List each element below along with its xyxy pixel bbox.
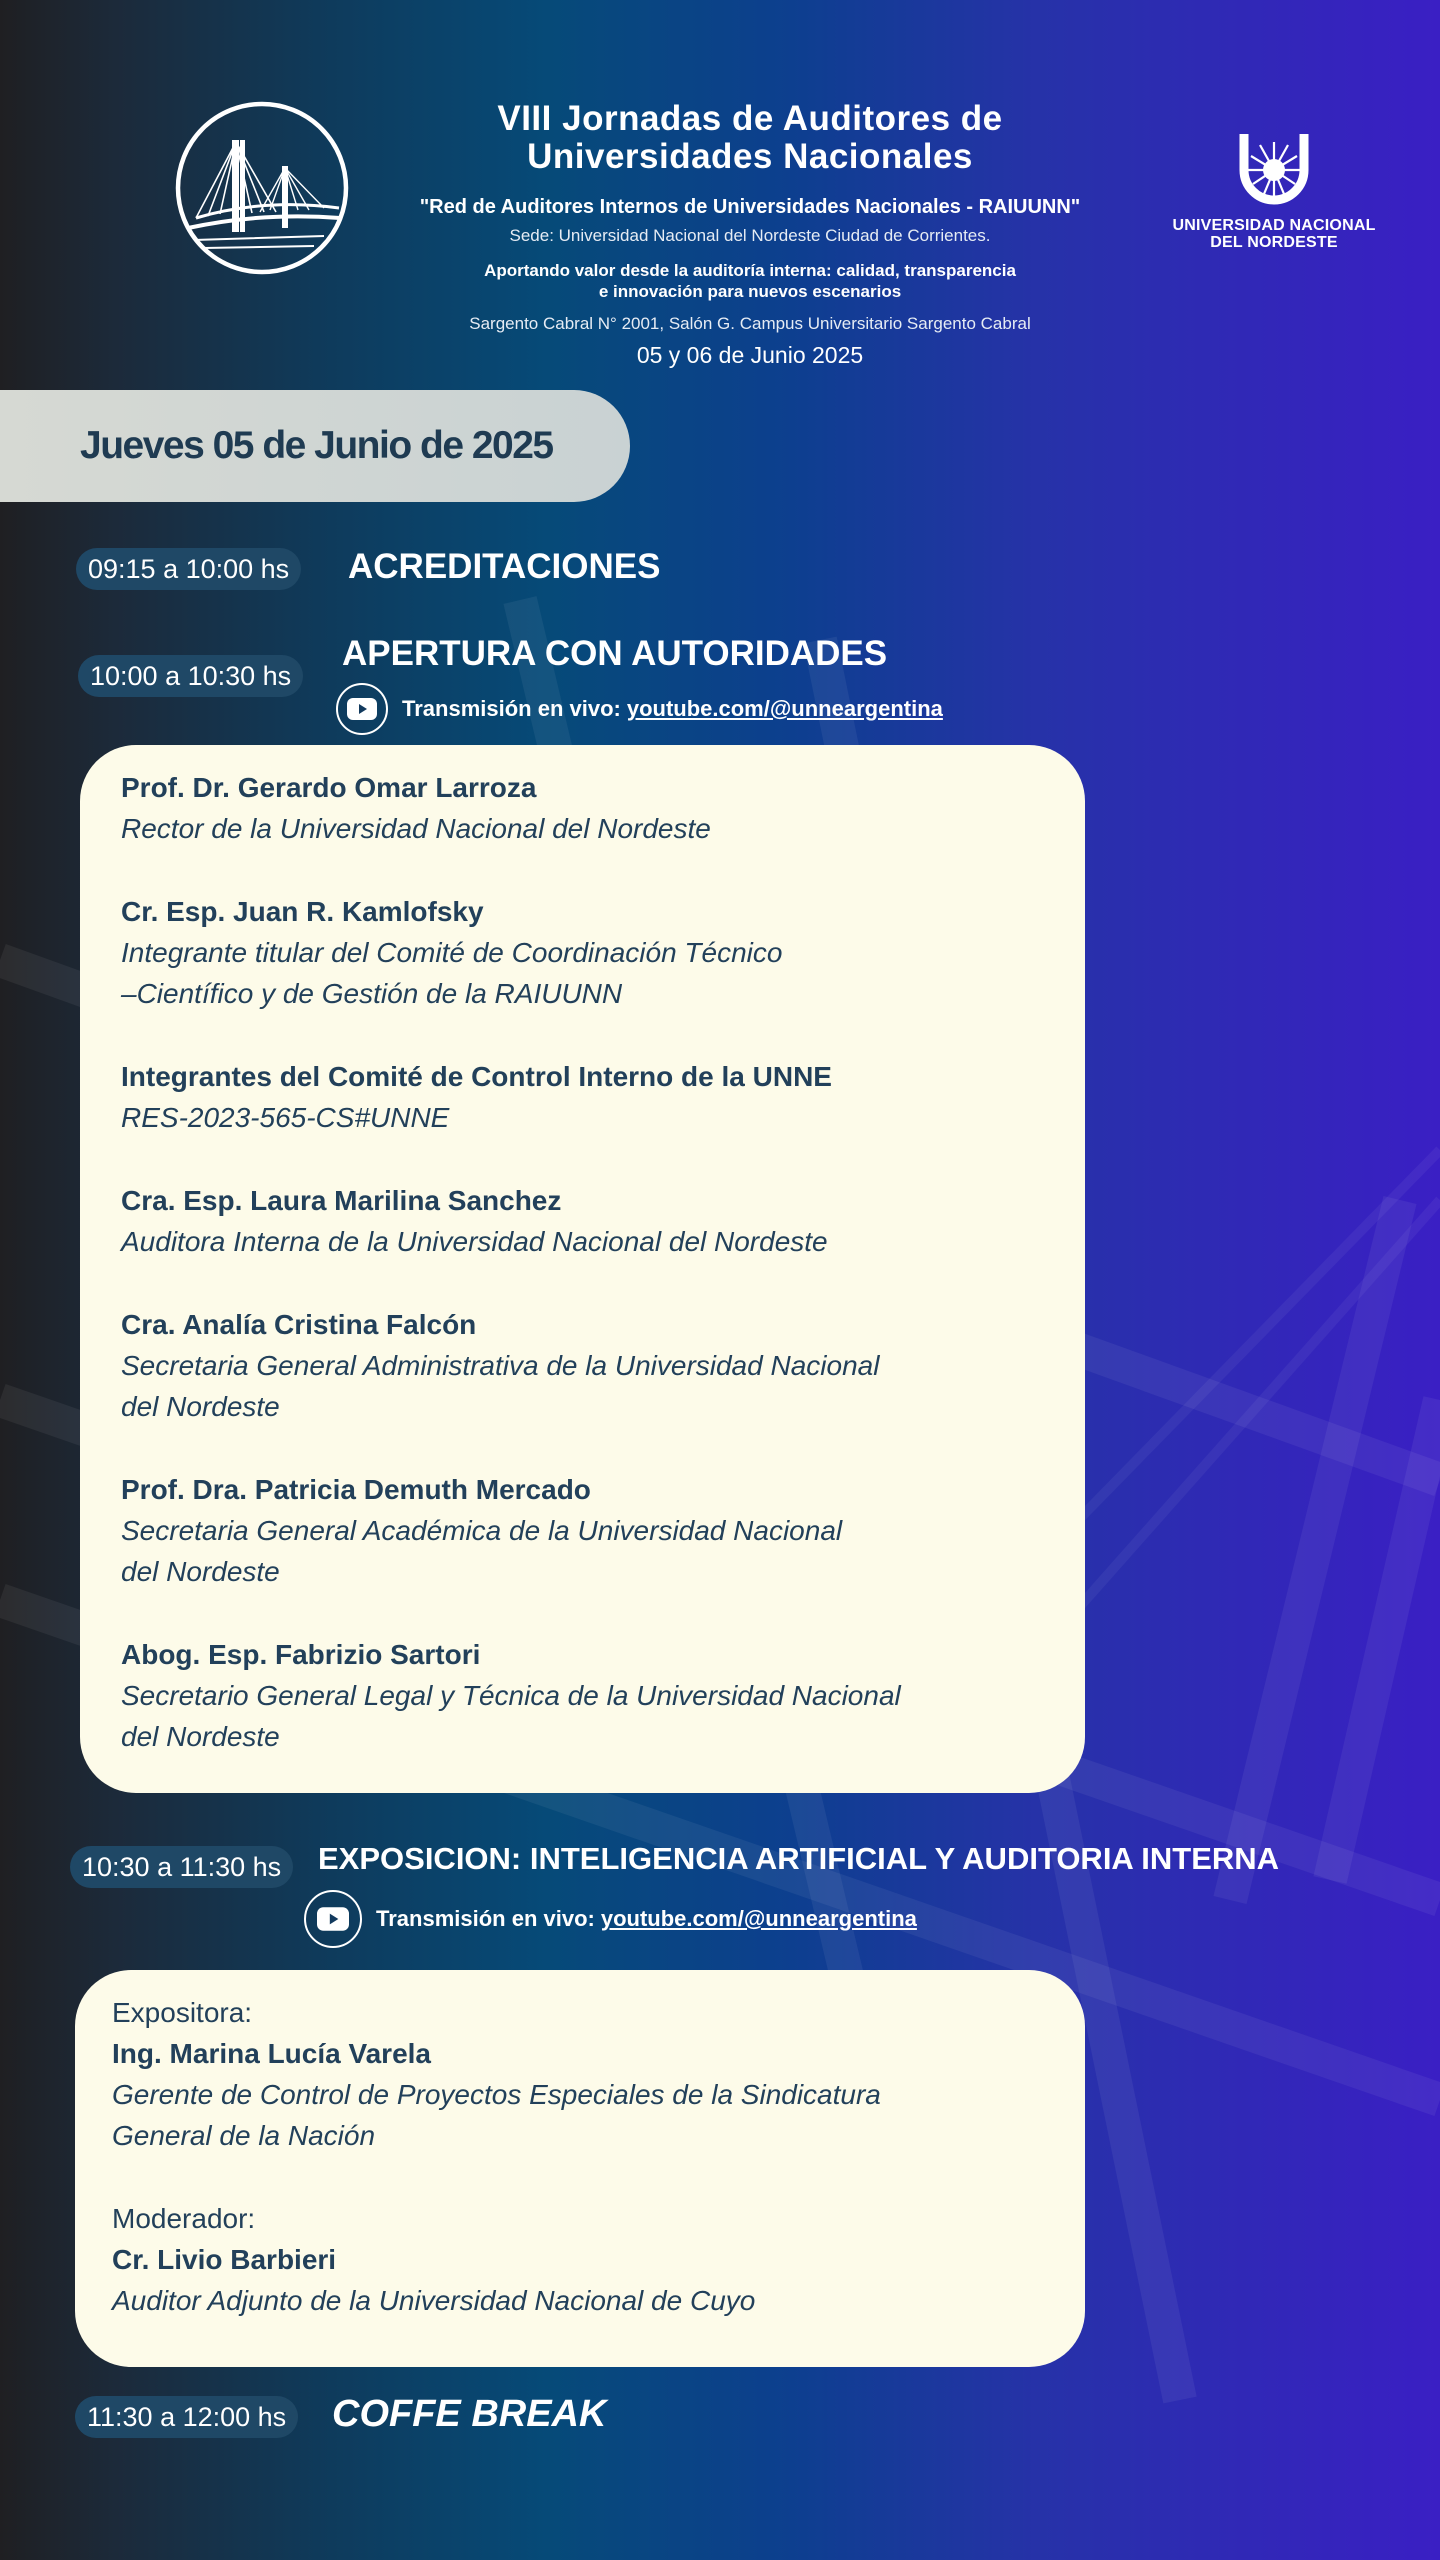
speaker-name: Abog. Esp. Fabrizio Sartori <box>121 1639 481 1670</box>
youtube-link[interactable]: youtube.com/@unneargentina <box>626 696 943 721</box>
unne-logo-line2: DEL NORDESTE <box>1210 234 1338 251</box>
speaker-name: Cra. Esp. Laura Marilina Sanchez <box>121 1185 562 1216</box>
sede-text: Sede: Universidad Nacional del Nordeste Ciudad de Corrientes. <box>509 226 991 245</box>
bridge-icon <box>174 100 350 276</box>
stream-info-apertura <box>336 683 943 735</box>
speaker-entry <box>121 1180 1045 1262</box>
expositora-role: General de la Nación <box>112 2120 376 2151</box>
expositora-label: Expositora: <box>112 1997 253 2028</box>
unne-logo <box>1170 130 1378 251</box>
speaker-name: Integrantes del Comité de Control Interno de la UNNE <box>121 1061 832 1092</box>
time-pill-exposicion: 10:30 a 11:30 hs <box>70 1846 293 1888</box>
youtube-icon <box>336 683 388 735</box>
speaker-role: Auditora Interna de la Universidad Nacional del Nordeste <box>121 1226 828 1257</box>
time-pill-apertura: 10:00 a 10:30 hs <box>78 655 303 697</box>
speaker-role: RES-2023-565-CS#UNNE <box>121 1102 450 1133</box>
speaker-name: Cra. Analía Cristina Falcón <box>121 1309 477 1340</box>
speaker-role: del Nordeste <box>121 1721 280 1752</box>
moderador-role: Auditor Adjunto de la Universidad Nacional de Cuyo <box>112 2285 756 2316</box>
speaker-entry <box>121 1304 1045 1427</box>
speaker-role: Rector de la Universidad Nacional del Nordeste <box>121 813 711 844</box>
exposicion-speakers-card <box>75 1970 1085 2367</box>
time-pill-coffee: 11:30 a 12:00 hs <box>75 2396 298 2438</box>
speaker-entry <box>121 891 1045 1014</box>
speaker-role: del Nordeste <box>121 1556 280 1587</box>
speaker-role: del Nordeste <box>121 1391 280 1422</box>
speaker-entry <box>121 1469 1045 1592</box>
stream-label: Transmisión en vivo: <box>402 696 621 721</box>
session-title-acreditaciones: ACREDITACIONES <box>348 547 661 586</box>
expositora-name: Ing. Marina Lucía Varela <box>112 2038 432 2069</box>
time-pill-acreditaciones: 09:15 a 10:00 hs <box>76 548 301 590</box>
address: Sargento Cabral N° 2001, Salón G. Campus Universitario Sargento Cabral <box>469 314 1031 333</box>
speaker-entry <box>121 1056 1045 1138</box>
moderador-label: Moderador: <box>112 2203 256 2234</box>
unne-logo-line1: UNIVERSIDAD NACIONAL <box>1172 217 1376 234</box>
session-title-coffee: COFFE BREAK <box>332 2393 607 2435</box>
stream-info-exposicion <box>304 1890 917 1948</box>
stream-label: Transmisión en vivo: <box>376 1906 595 1931</box>
youtube-link[interactable]: youtube.com/@unneargentina <box>600 1906 917 1931</box>
session-title-apertura: APERTURA CON AUTORIDADES <box>342 634 888 673</box>
day-banner: Jueves 05 de Junio de 2025 <box>0 390 630 502</box>
speaker-name: Prof. Dr. Gerardo Omar Larroza <box>121 772 537 803</box>
youtube-icon <box>304 1890 362 1948</box>
speaker-name: Prof. Dra. Patricia Demuth Mercado <box>121 1474 591 1505</box>
bridge-logo <box>174 100 350 276</box>
speaker-role: –Científico y de Gestión de la RAIUUNN <box>121 978 623 1009</box>
event-title: VIII Jornadas de Auditores de Universidades Nacionales <box>497 99 1003 176</box>
speaker-role: Integrante titular del Comité de Coordinación Técnico <box>121 937 783 968</box>
speaker-name: Cr. Esp. Juan R. Kamlofsky <box>121 896 484 927</box>
speaker-role: Secretaria General Académica de la Universidad Nacional <box>121 1515 843 1546</box>
speaker-role: Secretario General Legal y Técnica de la Universidad Nacional <box>121 1680 901 1711</box>
moderador-name: Cr. Livio Barbieri <box>112 2244 337 2275</box>
speaker-entry <box>121 767 1045 849</box>
sun-u-icon <box>1234 130 1314 212</box>
session-title-exposicion: EXPOSICION: INTELIGENCIA ARTIFICIAL Y AUDITORIA INTERNA <box>318 1841 1280 1876</box>
network-name: "Red de Auditores Internos de Universidades Nacionales - RAIUUNN" <box>419 196 1081 218</box>
expositora-role: Gerente de Control de Proyectos Especiales de la Sindicatura <box>112 2079 881 2110</box>
speaker-role: Secretaria General Administrativa de la Universidad Nacional <box>121 1350 880 1381</box>
apertura-speakers-card <box>80 745 1085 1793</box>
speaker-entry <box>121 1634 1045 1757</box>
tagline: Aportando valor desde la auditoría interna: calidad, transparencia e innovación para nuevos escenarios <box>484 261 1016 301</box>
event-dates: 05 y 06 de Junio 2025 <box>636 342 864 368</box>
